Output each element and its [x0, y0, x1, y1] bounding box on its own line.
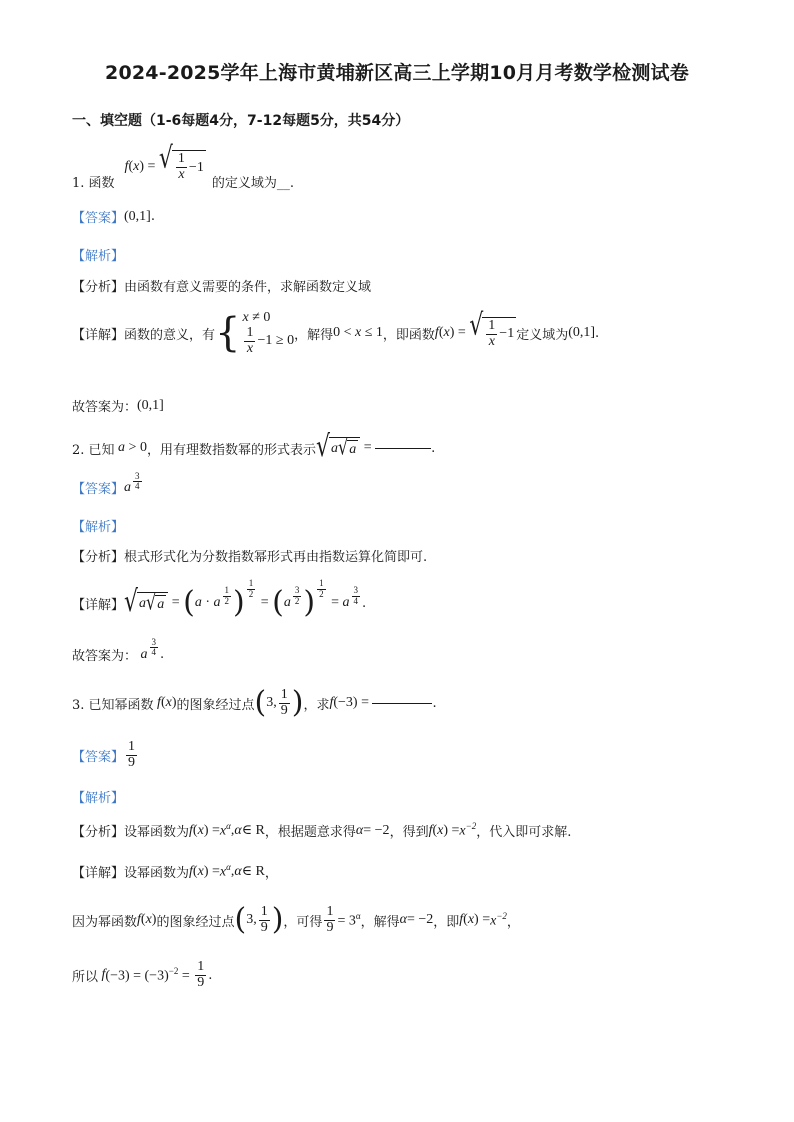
q3-last-line: 所以 f $(-3) = (-3)^{-2}$ = $\frac{1}{9}$ .	[72, 959, 213, 990]
q2-fenxi-line: 【分析】 根式形式化为分数指数幂形式再由指数运算化简即可.	[72, 546, 427, 565]
q3-number: 3. 已知幂函数	[72, 697, 154, 713]
q1-fenxi-line	[72, 276, 371, 295]
q1-number: 1. 函数	[72, 176, 115, 191]
q1-detail-a: 函数的意义，有	[124, 327, 216, 343]
q2-mid: ，用有理数指数幂的形式表示	[146, 442, 316, 458]
q1-detail-line: 【详解】 函数的意义，有 { x ≠ 0 $\frac{1}{x}$ −1 ≥ 0 ，解得 0 < x ≤ 1 ，即函数 f ( x ) = √ $\frac{1}{x}$ −1 定义域为 (0,1] .	[72, 308, 600, 357]
question-3: 3. 已知幂函数 f ( x ) 的图象经过点 ( 3, $\frac{1}{9}$ ) ，求 f (−3) = .	[72, 685, 437, 721]
question-1	[72, 142, 294, 191]
q3-analysis-line: 【解析】	[72, 791, 125, 806]
q3-fenxi-line: 【分析】 设幂函数为 f ( x ) = $x^\alpha$ , α ∈ R ，根据题意求得 α = −2 ，得到 f ( x ) = $x^{-2}$ ，代入即可求解.	[72, 821, 572, 840]
q1-tail: 的定义域为__.	[211, 176, 294, 191]
detail-tag: 【详解】	[72, 327, 125, 343]
q1-detail-c: ，即函数	[382, 327, 435, 343]
q1-final: 故答案为：	[72, 400, 138, 415]
q2-answer-line: 【答案】 a $\frac{3}{4}$	[72, 470, 140, 497]
q1-final-line: 故答案为： (0,1]	[72, 397, 164, 415]
page-title: 2024-2025学年上海市黄埔新区高三上学期10月月考数学检测试卷	[105, 62, 689, 84]
q2-detail-line: 【详解】 √ a √ a = ( a · a $\frac{1}{2}$ ) $\frac{1}{2}$ = ( a $\frac{3}{2}$ ) $\frac{1}{2}$ = a $\frac{3}{4}$ .	[72, 578, 367, 620]
answer-tag: 【答案】	[72, 211, 125, 226]
q1-function: f ( x ) = √ $\frac{1}{x}$ −1	[124, 141, 204, 182]
q1-answer-line: 【答案】 (0,1] .	[72, 208, 155, 226]
q1-fenxi: 由函数有意义需要的条件，求解函数定义域	[124, 280, 372, 295]
q3-answer-line: 【答案】 $\frac{1}{9}$	[72, 739, 136, 770]
q2-final-line: 故答案为： a $\frac{3}{4}$ .	[72, 636, 165, 664]
q3-detail-line: 【详解】 设幂函数为 f ( x ) = $x^\alpha$ , α ∈ R ，	[72, 862, 278, 881]
q1-analysis-line	[72, 245, 124, 264]
q1-detail-d: 定义域为	[516, 327, 569, 343]
q2-number: 2. 已知	[72, 442, 115, 458]
section-heading: 一、填空题（1-6每题4分，7-12每题5分，共54分）	[72, 113, 410, 129]
q1-detail-b: ，解得	[294, 327, 334, 343]
q2-analysis-line: 【解析】	[72, 520, 125, 535]
q3-detail-line-2: 因为幂函数 f ( x ) 的图象经过点 ( 3, $\frac{1}{9}$ ) ，可得 $\frac{1}{9}$ = $3^\alpha$ ，解得 α = −2 ，即 f ( x ) = $x^{-2}$ ，	[72, 902, 520, 938]
question-2: 2. 已知 a > 0 ，用有理数指数幂的形式表示 √ a √ a = .	[72, 430, 436, 465]
q1-answer: (0,1]	[124, 208, 151, 224]
analysis-tag: 【解析】	[72, 249, 125, 264]
q2-fenxi: 根式形式化为分数指数幂形式再由指数运算化简即可.	[124, 550, 428, 565]
fenxi-tag: 【分析】	[72, 280, 125, 295]
